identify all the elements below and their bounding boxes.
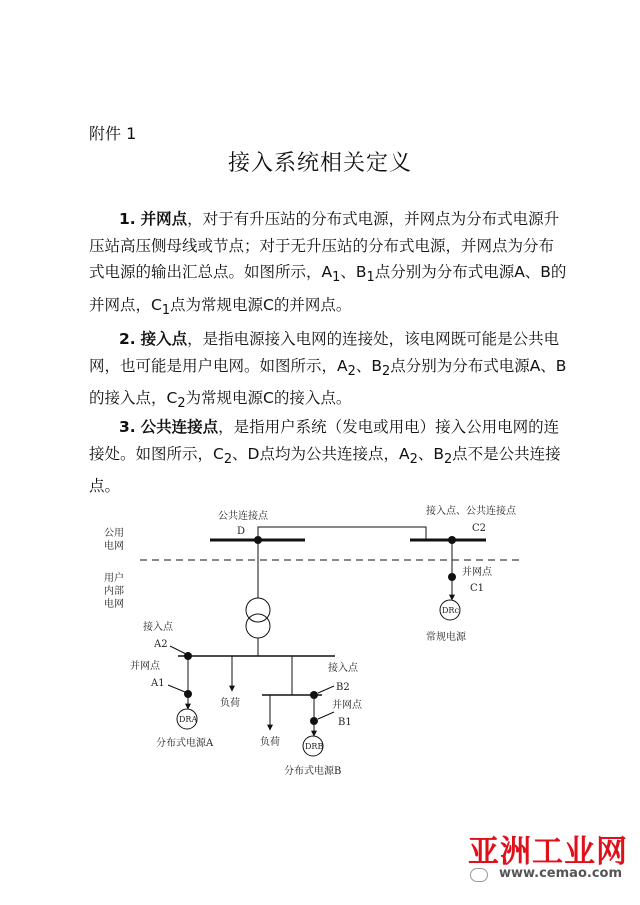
text: ，是指电源接入电网的连接处，该电网既可能是公共电网，也可能是用户电网。如图所示，A [89,330,560,375]
text: 点分别为分布式电源A、B的并网点，C [89,263,567,314]
subscript: 1 [366,270,375,286]
user-grid-label: 内部 [104,586,124,597]
pcc-label: 公共连接点 [218,511,268,522]
subscript: 2 [347,363,356,379]
subscript: 2 [381,363,391,379]
node-c2-label: C2 [472,523,487,534]
public-grid-label: 电网 [104,541,124,552]
text: 、B [340,263,367,281]
node-a2-label: A2 [154,639,168,650]
dr-a-label: DRA [179,715,198,724]
paragraph-access-point [89,326,569,418]
conventional-source-label: 常规电源 [426,632,466,643]
text: 、D点均为公共连接点，A [232,444,410,463]
grid-point-a-label: 并网点 [130,661,160,672]
text: ，是指用户系统（发电或用电）接入公用电网的连接处。如图所示，C [89,418,560,463]
grid-point-c-label: 并网点 [462,567,492,578]
paragraph-pcc [89,414,569,500]
term-access-point: 接入点 [140,330,188,348]
dr-c-label: DRc [442,606,459,615]
item-number: 2. [119,330,136,348]
chat-bubble-icon [470,868,488,882]
page-title: 接入系统相关定义 [227,151,412,176]
text: 、B [355,356,382,375]
item-number: 3. [119,418,136,436]
paragraph-grid-point [89,206,569,324]
pointer-b1 [318,712,334,719]
text: 点为常规电源C的并网点。 [170,295,352,314]
subscript: 1 [332,270,341,286]
watermark-url: www.cemao.com [498,866,622,881]
transformer-winding-top [246,598,270,622]
node-c1-label: C1 [470,583,485,594]
node-b1-label: B1 [338,717,352,728]
node-d-label: D [237,526,246,537]
source-b-label: 分布式电源B [284,766,342,777]
subscript: 2 [409,451,418,467]
attachment-label: 附件 1 [89,124,137,143]
text: 、B [417,444,444,463]
subscript: 2 [443,451,453,467]
pointer-a1 [168,685,185,692]
pointer-a2 [170,646,186,654]
access-pcc-label: 接入点、公共连接点 [426,506,516,517]
text: 点不是公共连接点。 [89,444,561,496]
connection-diagram [0,495,640,795]
load-a-label: 负荷 [220,698,240,709]
dr-b-label: DRB [305,742,324,751]
grid-point-b-label: 并网点 [332,700,362,711]
transformer-winding-bottom [246,614,270,638]
text: ， [187,210,203,228]
pointer-b2 [318,686,334,693]
subscript: 2 [177,396,186,412]
term-pcc: 公共连接点 [140,418,219,436]
public-grid-label: 公用 [104,528,124,539]
access-b-label: 接入点 [328,663,358,674]
source-a-label: 分布式电源A [156,738,214,749]
user-grid-label: 用户 [104,573,124,584]
line-d-c [258,527,426,540]
node-b2-label: B2 [336,682,350,693]
load-b-label: 负荷 [260,737,280,748]
item-number: 1. [119,210,136,228]
watermark-logo: 亚洲工业网 [468,834,628,870]
text: 对于有升压站的分布式电源，并网点为分布式电源升压站高压侧母线或节点；对于无升压站的分布式电源，并网点为分布式电源的输出汇总点。如图所示，A [89,210,560,281]
user-grid-label: 电网 [104,599,124,610]
access-a-label: 接入点 [143,622,173,633]
subscript: 2 [223,451,233,467]
text: 为常规电源C的接入点。 [185,389,352,408]
term-grid-point: 并网点 [140,210,188,228]
node-a1-label: A1 [151,678,165,689]
text: 点分别为分布式电源A、B的接入点，C [89,356,567,408]
subscript: 1 [161,302,171,318]
